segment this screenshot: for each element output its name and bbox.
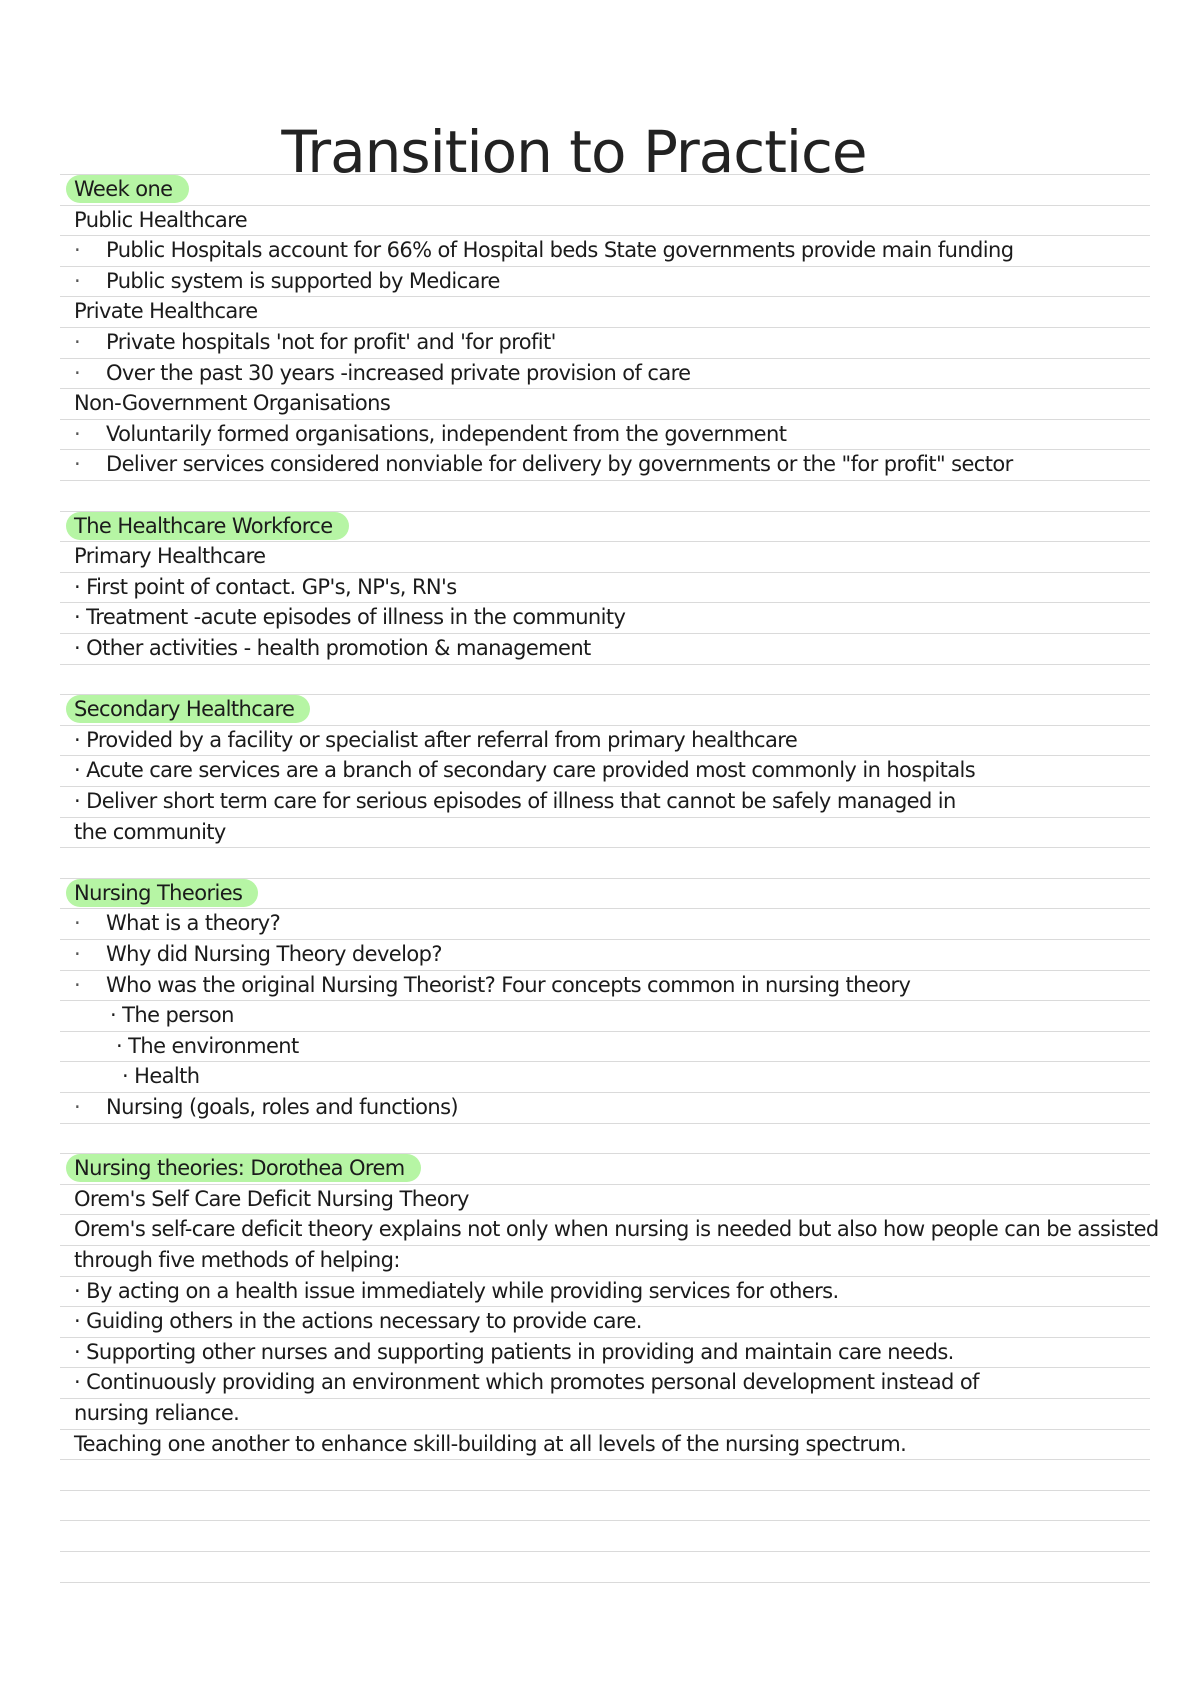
bullet-text: Nursing (goals, roles and functions) — [106, 1095, 459, 1119]
bullet-line — [60, 448, 1150, 481]
note-line: Orem's Self Care Deficit Nursing Theory — [74, 1186, 469, 1211]
section-heading — [60, 1152, 1150, 1185]
list-line: · Continuously providing an environment which promotes personal development instead of — [74, 1370, 979, 1395]
note-line: the community — [74, 819, 226, 844]
bullet-line — [60, 234, 1150, 267]
list-line: · Guiding others in the actions necessary to provide care. — [74, 1309, 642, 1334]
bullet-dot-icon: · — [74, 330, 81, 354]
note-line: through five methods of helping: — [74, 1248, 400, 1272]
bullet-text: Voluntarily formed organisations, independent from the government — [106, 421, 787, 446]
bullet-dot-icon: · — [74, 360, 81, 385]
section-heading — [60, 877, 1150, 910]
bullet-dot-icon: · — [74, 268, 81, 293]
section-heading — [60, 510, 1150, 543]
highlighted-heading-text: The Healthcare Workforce — [66, 512, 349, 540]
list-line: · Deliver short term care for serious episodes of illness that cannot be safely managed in — [74, 789, 956, 813]
bullet-dot-icon: · — [74, 942, 81, 966]
highlighted-heading-text: Nursing theories: Dorothea Orem — [66, 1154, 421, 1182]
list-line: · Acute care services are a branch of secondary care provided most commonly in hospitals — [74, 758, 976, 783]
notebook-rule — [60, 1582, 1150, 1583]
bullet-line — [60, 357, 1150, 390]
list-line: · Treatment -acute episodes of illness in the community — [74, 605, 626, 630]
bullet-line — [60, 938, 1150, 971]
blank-line — [60, 479, 1150, 512]
notebook-rule — [60, 1490, 1150, 1491]
bullet-text: Over the past 30 years -increased private provision of care — [106, 360, 691, 385]
bullet-text: Public Hospitals account for 66% of Hospital beds State governments provide main funding — [106, 238, 1014, 263]
bullet-dot-icon: · — [74, 1095, 81, 1119]
page-title: Transition to Practice — [281, 118, 867, 186]
list-line: · Health — [122, 1064, 200, 1089]
note-line: Primary Healthcare — [74, 544, 266, 569]
bullet-dot-icon: · — [74, 421, 81, 446]
bullet-dot-icon: · — [74, 972, 81, 997]
list-line: · First point of contact. GP's, NP's, RN's — [74, 574, 457, 599]
list-line: · Supporting other nurses and supporting patients in providing and maintain care needs. — [74, 1339, 954, 1364]
highlighted-heading-text: Nursing Theories — [66, 879, 258, 907]
bullet-dot-icon: · — [74, 452, 81, 477]
note-line: Public Healthcare — [74, 207, 248, 232]
bullet-line — [60, 1091, 1150, 1124]
list-line: · Provided by a facility or specialist after referral from primary healthcare — [74, 727, 798, 752]
bullet-text: Who was the original Nursing Theorist? Four concepts common in nursing theory — [106, 972, 911, 997]
bullet-text: What is a theory? — [106, 911, 281, 936]
bullet-dot-icon: · — [74, 911, 81, 936]
list-line: · The environment — [116, 1033, 299, 1058]
bullet-line — [60, 969, 1150, 1002]
blank-line — [60, 846, 1150, 879]
highlighted-heading-text: Week one — [66, 175, 189, 203]
bullet-line — [60, 418, 1150, 451]
highlighted-heading-text: Secondary Healthcare — [66, 695, 310, 723]
note-line: nursing reliance. — [74, 1401, 240, 1425]
list-line: · Other activities - health promotion & management — [74, 636, 591, 660]
section-heading — [60, 173, 1150, 206]
list-line: · The person — [110, 1003, 234, 1028]
bullet-text: Private hospitals 'not for profit' and 'for profit' — [106, 330, 556, 354]
notebook-rule — [60, 1551, 1150, 1552]
section-heading — [60, 693, 1150, 726]
notebook-rule — [60, 1520, 1150, 1521]
ruled-notes — [60, 174, 1159, 1594]
bullet-text: Deliver services considered nonviable for delivery by governments or the "for profit" sector — [106, 452, 1013, 477]
bullet-dot-icon: · — [74, 238, 81, 263]
bullet-text: Why did Nursing Theory develop? — [106, 942, 442, 966]
blank-line — [60, 1122, 1150, 1155]
bullet-line — [60, 907, 1150, 940]
blank-line — [60, 663, 1150, 696]
note-line: Non-Government Organisations — [74, 391, 391, 416]
note-line: Teaching one another to enhance skill-building at all levels of the nursing spectrum. — [74, 1431, 907, 1456]
note-line: Private Healthcare — [74, 299, 258, 324]
bullet-line — [60, 326, 1150, 359]
bullet-line — [60, 265, 1150, 298]
list-line: · By acting on a health issue immediately while providing services for others. — [74, 1278, 839, 1303]
note-line: Orem's self-care deficit theory explains not only when nursing is needed but also how people can be assisted — [74, 1217, 1159, 1242]
bullet-text: Public system is supported by Medicare — [106, 268, 500, 293]
